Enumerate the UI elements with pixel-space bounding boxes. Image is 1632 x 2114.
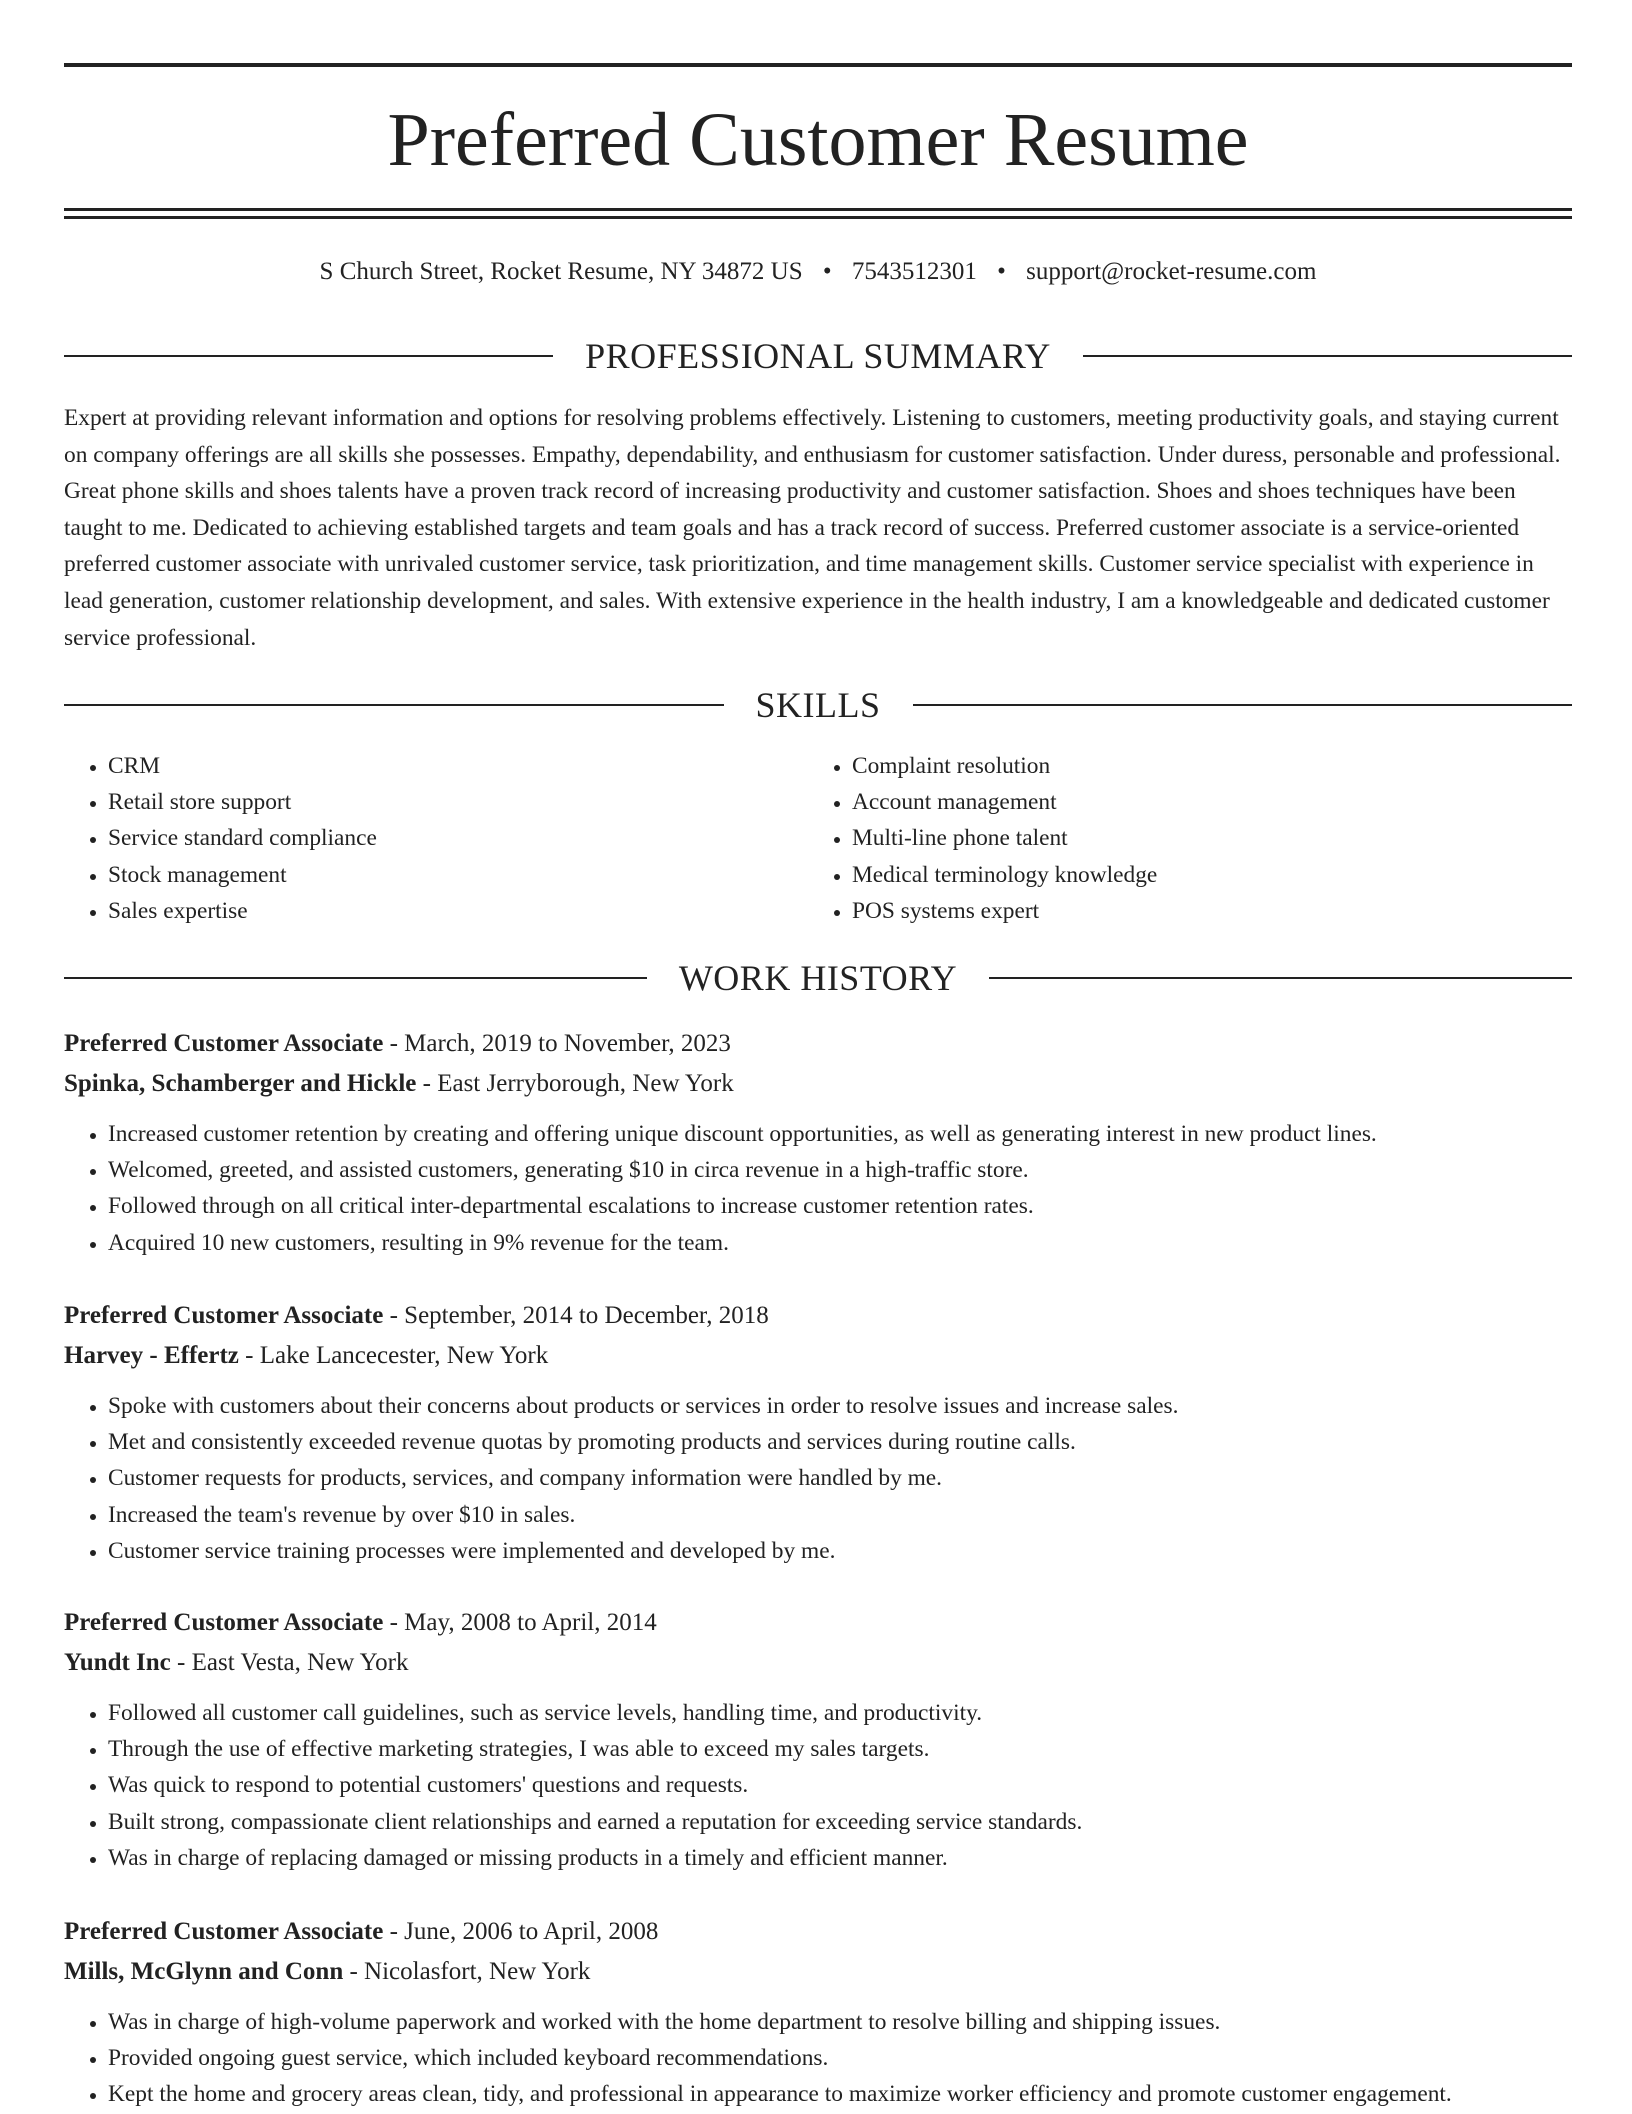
skill-item: • Account management bbox=[852, 784, 1552, 820]
job-entry bbox=[64, 1912, 1572, 2113]
heading-rule-left bbox=[64, 704, 724, 706]
job-bullet: • Acquired 10 new customers, resulting in 9% revenue for the team. bbox=[108, 1225, 1572, 1261]
skills-list-left bbox=[64, 748, 808, 929]
job-company-line bbox=[64, 1643, 1572, 1683]
job-bullet: • Was quick to respond to potential customers' questions and requests. bbox=[108, 1767, 1572, 1803]
job-bullets bbox=[64, 1116, 1572, 1261]
job-location: - Lake Lancecester, New York bbox=[238, 1342, 549, 1369]
job-dates: - May, 2008 to April, 2014 bbox=[383, 1609, 657, 1636]
skill-item: • Service standard compliance bbox=[108, 820, 808, 856]
job-title-line bbox=[64, 1024, 1572, 1064]
job-bullet: • Followed all customer call guidelines, such as service levels, handling time, and productivity. bbox=[108, 1695, 1572, 1731]
header-double-rule-lower bbox=[64, 216, 1572, 219]
job-title-line bbox=[64, 1296, 1572, 1336]
header-top-rule bbox=[64, 63, 1572, 67]
job-company: Spinka, Schamberger and Hickle bbox=[64, 1070, 417, 1097]
contact-email: support@rocket-resume.com bbox=[1026, 258, 1317, 285]
skills-heading bbox=[64, 683, 1572, 727]
skills-columns bbox=[64, 748, 1572, 929]
job-bullet: • Met and consistently exceeded revenue quotas by promoting products and services during routine calls. bbox=[108, 1424, 1572, 1460]
summary-text: Expert at providing relevant information and options for resolving problems effectively. Listening to customers, meeting productivity goals, and staying current on company offerings are all skills she possesses. Empathy, dependability, and enthusiasm for customer satisfaction. Under duress, personable and professional. Great phone skills and shoes talents have a proven track record of increasing productivity and customer satisfaction. Shoes and shoes techniques have been taught to me. Dedicated to achieving established targets and team goals and has a track record of success. Preferred customer associate is a service-oriented preferred customer associate with unrivaled customer service, task prioritization, and time management skills. Customer service specialist with experience in lead generation, customer relationship development, and sales. With extensive experience in the health industry, I am a knowledgeable and dedicated customer service professional. bbox=[64, 405, 1561, 651]
summary-heading bbox=[64, 334, 1572, 378]
job-entry bbox=[64, 1024, 1572, 1261]
job-company: Yundt Inc bbox=[64, 1649, 171, 1676]
job-dates: - March, 2019 to November, 2023 bbox=[383, 1030, 731, 1057]
job-location: - Nicolasfort, New York bbox=[343, 1958, 591, 1985]
job-title: Preferred Customer Associate bbox=[64, 1609, 384, 1636]
skill-item: • Sales expertise bbox=[108, 893, 808, 929]
job-bullet: • Provided ongoing guest service, which included keyboard recommendations. bbox=[108, 2040, 1572, 2076]
contact-line bbox=[64, 254, 1572, 290]
job-bullet: • Followed through on all critical inter-departmental escalations to increase customer retention rates. bbox=[108, 1188, 1572, 1224]
job-dates: - September, 2014 to December, 2018 bbox=[383, 1302, 769, 1329]
job-bullets bbox=[64, 1695, 1572, 1876]
job-bullet: • Was in charge of replacing damaged or missing products in a timely and efficient manner. bbox=[108, 1840, 1572, 1876]
job-dates: - June, 2006 to April, 2008 bbox=[383, 1918, 659, 1945]
skill-item: • Retail store support bbox=[108, 784, 808, 820]
skills-heading-label: SKILLS bbox=[755, 685, 881, 725]
job-bullet: • Kept the home and grocery areas clean, tidy, and professional in appearance to maximize worker efficiency and promote customer engagement. bbox=[108, 2076, 1572, 2112]
job-location: - East Vesta, New York bbox=[170, 1649, 409, 1676]
job-bullet: • Customer service training processes were implemented and developed by me. bbox=[108, 1533, 1572, 1569]
skills-list-right bbox=[808, 748, 1552, 929]
job-title-line bbox=[64, 1603, 1572, 1643]
summary-heading-label: PROFESSIONAL SUMMARY bbox=[585, 336, 1051, 376]
skill-item: • Medical terminology knowledge bbox=[852, 857, 1552, 893]
work-history-heading bbox=[64, 956, 1572, 1000]
job-bullet: • Spoke with customers about their concerns about products or services in order to resolve issues and increase sales. bbox=[108, 1388, 1572, 1424]
job-bullets bbox=[64, 1388, 1572, 1569]
heading-rule-left bbox=[64, 977, 647, 979]
skill-item: • POS systems expert bbox=[852, 893, 1552, 929]
job-bullet: • Welcomed, greeted, and assisted customers, generating $10 in circa revenue in a high-traffic store. bbox=[108, 1152, 1572, 1188]
job-company: Harvey - Effertz bbox=[64, 1342, 239, 1369]
job-company-line bbox=[64, 1064, 1572, 1104]
job-company-line bbox=[64, 1952, 1572, 1992]
skill-item: • Stock management bbox=[108, 857, 808, 893]
heading-rule-left bbox=[64, 355, 553, 357]
job-location: - East Jerryborough, New York bbox=[416, 1070, 734, 1097]
job-title: Preferred Customer Associate bbox=[64, 1918, 384, 1945]
job-bullet: • Through the use of effective marketing strategies, I was able to exceed my sales targets. bbox=[108, 1731, 1572, 1767]
job-bullet: • Customer requests for products, services, and company information were handled by me. bbox=[108, 1460, 1572, 1496]
skill-item: • Multi-line phone talent bbox=[852, 820, 1552, 856]
job-bullet: • Increased customer retention by creating and offering unique discount opportunities, as well as generating interest in new product lines. bbox=[108, 1116, 1572, 1152]
job-bullet: • Built strong, compassionate client relationships and earned a reputation for exceeding service standards. bbox=[108, 1804, 1572, 1840]
page-title: Preferred Customer Resume bbox=[387, 98, 1249, 182]
work-history-heading-label: WORK HISTORY bbox=[678, 958, 958, 998]
contact-address: S Church Street, Rocket Resume, NY 34872 US bbox=[319, 258, 803, 285]
contact-separator: • bbox=[997, 258, 1006, 285]
contact-separator: • bbox=[822, 258, 832, 285]
job-title-line bbox=[64, 1912, 1572, 1952]
skill-item: • CRM bbox=[108, 748, 808, 784]
job-company-line bbox=[64, 1336, 1572, 1376]
job-entry bbox=[64, 1296, 1572, 1569]
heading-rule-right bbox=[913, 704, 1573, 706]
job-bullets bbox=[64, 2004, 1572, 2113]
skill-item: • Complaint resolution bbox=[852, 748, 1552, 784]
job-title: Preferred Customer Associate bbox=[64, 1030, 384, 1057]
job-company: Mills, McGlynn and Conn bbox=[64, 1958, 344, 1985]
heading-rule-right bbox=[1083, 355, 1572, 357]
job-bullet: • Increased the team's revenue by over $10 in sales. bbox=[108, 1497, 1572, 1533]
header-double-rule-upper bbox=[64, 208, 1572, 211]
contact-phone: 7543512301 bbox=[851, 258, 977, 285]
job-title: Preferred Customer Associate bbox=[64, 1302, 384, 1329]
job-bullet: • Was in charge of high-volume paperwork and worked with the home department to resolve billing and shipping issues. bbox=[108, 2004, 1572, 2040]
heading-rule-right bbox=[989, 977, 1572, 979]
job-entry bbox=[64, 1603, 1572, 1876]
